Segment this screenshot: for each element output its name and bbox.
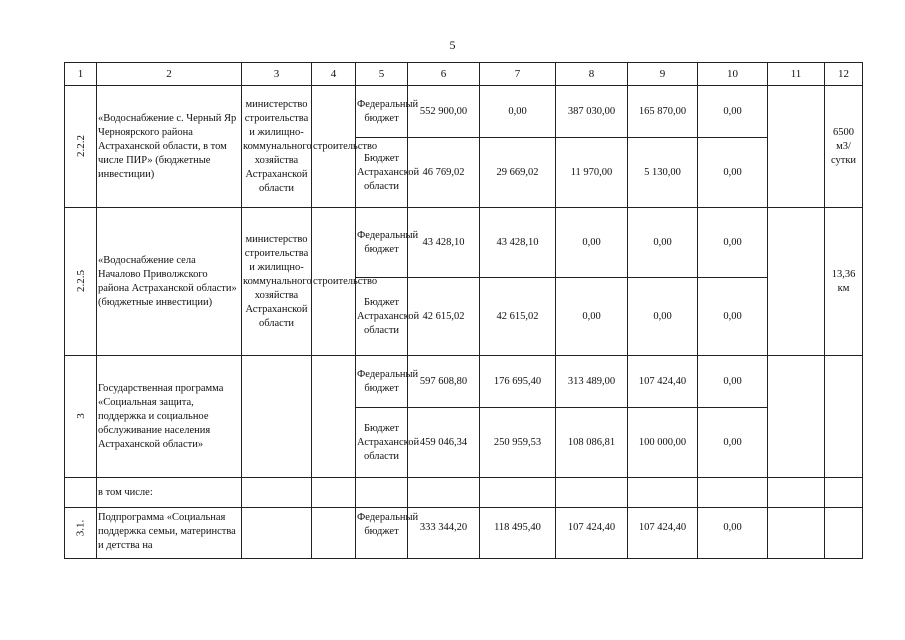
column-header: 10 <box>698 63 768 86</box>
row-code: 2.2.2 <box>74 135 87 157</box>
empty-cell <box>356 478 408 508</box>
value-col9: 107 424,40 <box>628 356 698 408</box>
value-col11 <box>768 208 825 356</box>
value-col8: 0,00 <box>556 208 628 278</box>
item-name-text: Подпрограмма «Социальная поддержка семьи, материнства и детства на <box>98 512 236 551</box>
empty-cell <box>312 478 356 508</box>
value-col9: 100 000,00 <box>628 408 698 478</box>
executor: министерство строительства и жилищно-коммунального хозяйства Астраханской области <box>242 86 312 208</box>
value-col11 <box>768 86 825 208</box>
column-header: 11 <box>768 63 825 86</box>
empty-cell <box>242 478 312 508</box>
column-header: 8 <box>556 63 628 86</box>
executor <box>242 508 312 559</box>
value-col8: 108 086,81 <box>556 408 628 478</box>
column-header: 4 <box>312 63 356 86</box>
funding-source: Бюджет Астраханской области <box>356 278 408 356</box>
row-code-cell <box>65 356 97 478</box>
value-col7: 29 669,02 <box>480 138 556 208</box>
value-col7: 42 615,02 <box>480 278 556 356</box>
column-header-row <box>65 63 863 86</box>
activity-form <box>312 356 356 478</box>
value-text: 118 495,40 <box>494 522 541 533</box>
value-text: 107 424,40 <box>638 522 687 533</box>
value-col8: 0,00 <box>556 278 628 356</box>
value-col9: 5 130,00 <box>628 138 698 208</box>
value-col10: 0,00 <box>698 408 768 478</box>
value-col6: 43 428,10 <box>408 208 480 278</box>
table-row <box>65 208 863 278</box>
value-col11 <box>768 356 825 478</box>
table-row <box>65 356 863 408</box>
row-code-cell <box>65 508 97 559</box>
value-col10 <box>698 508 768 559</box>
table-row <box>65 508 863 559</box>
value-col6: 597 608,80 <box>408 356 480 408</box>
funding-source <box>356 508 419 559</box>
value-col10: 0,00 <box>698 86 768 138</box>
activity-form <box>312 508 356 559</box>
value-col8 <box>556 508 628 559</box>
value-col10: 0,00 <box>698 208 768 278</box>
value-col8: 387 030,00 <box>556 86 628 138</box>
column-header: 1 <box>65 63 97 86</box>
value-col7: 0,00 <box>480 86 556 138</box>
value-col9: 0,00 <box>628 278 698 356</box>
column-header: 2 <box>97 63 242 86</box>
budget-table <box>64 62 863 559</box>
executor <box>242 356 312 478</box>
value-col10: 0,00 <box>698 356 768 408</box>
row-code: 2.2.5 <box>74 270 87 292</box>
result-indicator: 13,36 км <box>825 208 863 356</box>
item-name <box>97 508 242 559</box>
value-col7 <box>480 508 556 559</box>
item-name: Государственная программа «Социальная защита, поддержка и социальное обслуживание населения Астраханской области» <box>97 356 242 478</box>
activity-form: строительство <box>312 86 356 208</box>
value-col7: 43 428,10 <box>480 208 556 278</box>
empty-cell <box>628 478 698 508</box>
row-code-cell <box>65 208 97 356</box>
row-code-cell <box>65 478 97 508</box>
item-name: «Водоснабжение села Началово Приволжского района Астраханской области» (бюджетные инвестиции) <box>97 208 242 356</box>
page-number: 5 <box>449 38 456 52</box>
funding-source-text: Федеральный бюджет <box>357 512 419 537</box>
including-label: в том числе: <box>97 478 242 508</box>
value-text: 107 424,40 <box>567 522 616 533</box>
value-text: 0,00 <box>723 522 742 533</box>
row-code: 3.1. <box>74 519 87 537</box>
row-code-cell <box>65 86 97 208</box>
item-name: «Водоснабжение с. Черный Яр Черноярского района Астраханской области, в том числе ПИР» (бюджетные инвестиции) <box>97 86 242 208</box>
value-col6: 42 615,02 <box>408 278 480 356</box>
value-col7: 250 959,53 <box>480 408 556 478</box>
column-header: 3 <box>242 63 312 86</box>
value-col10: 0,00 <box>698 138 768 208</box>
value-text: 333 344,20 <box>419 522 468 533</box>
empty-cell <box>556 478 628 508</box>
value-col8: 313 489,00 <box>556 356 628 408</box>
empty-cell <box>768 478 825 508</box>
table-row <box>65 86 863 138</box>
value-col8: 11 970,00 <box>556 138 628 208</box>
value-col6: 552 900,00 <box>408 86 480 138</box>
value-col10: 0,00 <box>698 278 768 356</box>
value-col9: 0,00 <box>628 208 698 278</box>
value-col11 <box>768 508 825 559</box>
value-col6 <box>408 508 480 559</box>
empty-cell <box>408 478 480 508</box>
executor: министерство строительства и жилищно-коммунального хозяйства Астраханской области <box>242 208 312 356</box>
column-header: 5 <box>356 63 408 86</box>
empty-cell <box>825 478 863 508</box>
table-row <box>65 478 863 508</box>
value-col9: 165 870,00 <box>628 86 698 138</box>
empty-cell <box>698 478 768 508</box>
empty-cell <box>480 478 556 508</box>
column-header: 6 <box>408 63 480 86</box>
funding-source: Федеральный бюджет <box>356 208 408 278</box>
column-header: 12 <box>825 63 863 86</box>
activity-form: строительство <box>312 208 356 356</box>
funding-source: Бюджет Астраханской области <box>356 408 408 478</box>
row-code: 3 <box>74 413 87 419</box>
result-indicator <box>825 356 863 478</box>
funding-source: Бюджет Астраханской области <box>356 138 408 208</box>
result-indicator <box>825 508 863 559</box>
value-col6: 46 769,02 <box>408 138 480 208</box>
column-header: 9 <box>628 63 698 86</box>
result-indicator: 6500 м3/сутки <box>825 86 863 208</box>
column-header: 7 <box>480 63 556 86</box>
funding-source: Федеральный бюджет <box>356 86 408 138</box>
funding-source: Федеральный бюджет <box>356 356 408 408</box>
value-col9 <box>628 508 698 559</box>
value-col6: 459 046,34 <box>408 408 480 478</box>
value-col7: 176 695,40 <box>480 356 556 408</box>
